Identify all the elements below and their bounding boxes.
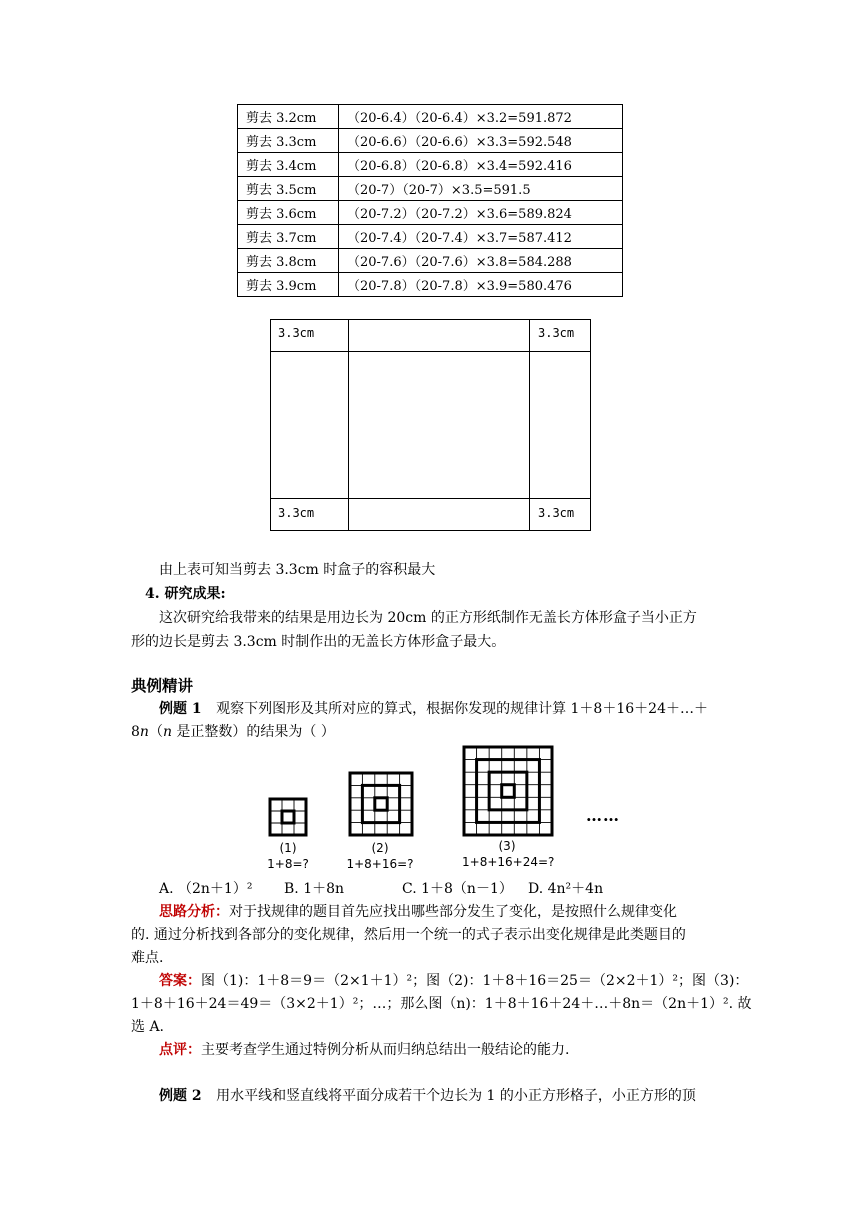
pattern-figures <box>260 744 660 844</box>
analysis-text-1: 对于找规律的题目首先应找出哪些部分发生了变化，是按照什么规律变化 <box>229 904 677 920</box>
volume-formula-cell: （20-7.6）（20-7.6）×3.8=584.288 <box>339 249 623 273</box>
corner-label-bottom-right: 3.3cm <box>538 506 575 520</box>
option-a: A. （2n＋1）² <box>159 881 253 897</box>
option-b: B. 1＋8n <box>284 881 345 897</box>
research-line-2: 形的边长是剪去 3.3cm 时制作出的无盖长方体形盒子最大。 <box>131 634 506 650</box>
calc-table <box>237 104 623 297</box>
calc-table-row <box>238 225 623 249</box>
example1-text-1: 观察下列图形及其所对应的算式，根据你发现的规律计算 1＋8＋16＋24＋…＋ <box>216 701 708 717</box>
example1-var-n1: n <box>139 724 149 740</box>
example1-var-n2: n <box>162 724 172 740</box>
volume-formula-cell: （20-7）（20-7）×3.5=591.5 <box>339 177 623 201</box>
analysis-line-3: 难点. <box>131 950 164 966</box>
example1-text-2a: 8 <box>131 724 140 740</box>
comment-label: 点评： <box>159 1042 201 1058</box>
conclusion-text: 由上表可知当剪去 3.3cm 时盒子的容积最大 <box>159 562 436 578</box>
calc-table-row <box>238 153 623 177</box>
cut-size-cell: 剪去 3.8cm <box>238 249 339 273</box>
volume-formula-cell: （20-6.6）（20-6.6）×3.3=592.548 <box>339 129 623 153</box>
example1-line-1 <box>159 699 708 719</box>
answer-label: 答案： <box>159 973 201 989</box>
volume-formula-cell: （20-7.2）（20-7.2）×3.6=589.824 <box>339 201 623 225</box>
corner-label-top-right: 3.3cm <box>538 326 575 340</box>
figure-2-formula: 1+8+16=? <box>346 857 414 871</box>
answer-line-2: 1＋8＋16＋24＝49＝（3×2＋1）²；…；那么图（n)：1＋8＋16＋24＋…＋8n＝（2n＋1）². 故 <box>131 996 752 1012</box>
box-net-lines <box>270 319 591 531</box>
answer-line-1 <box>159 971 748 991</box>
figure-1-grid <box>270 799 306 835</box>
figure-3-grid <box>464 747 552 835</box>
example1-line-2 <box>131 722 335 742</box>
research-heading: 4. 研究成果: <box>145 586 226 602</box>
calc-table-row <box>238 105 623 129</box>
volume-formula-cell: （20-6.8）（20-6.8）×3.4=592.416 <box>339 153 623 177</box>
figure-2-grid <box>350 773 412 835</box>
comment-text: 主要考查学生通过特例分析从而归纳总结出一般结论的能力. <box>201 1042 570 1058</box>
analysis-line-2: 的. 通过分析找到各部分的变化规律，然后用一个统一的式子表示出变化规律是此类题目的 <box>131 927 686 943</box>
example2-label: 例题 2 <box>159 1088 202 1104</box>
analysis-label: 思路分析： <box>159 904 229 920</box>
figure-2-number: (2) <box>371 841 389 855</box>
volume-formula-cell: （20-7.8）（20-7.8）×3.9=580.476 <box>339 273 623 297</box>
corner-label-top-left: 3.3cm <box>278 326 315 340</box>
cut-size-cell: 剪去 3.7cm <box>238 225 339 249</box>
cut-size-cell: 剪去 3.6cm <box>238 201 339 225</box>
example1-text-2c: 是正整数）的结果为（ ） <box>171 724 335 740</box>
cut-size-cell: 剪去 3.9cm <box>238 273 339 297</box>
example2-text-1: 用水平线和竖直线将平面分成若干个边长为 1 的小正方形格子，小正方形的顶 <box>216 1088 696 1104</box>
cut-size-cell: 剪去 3.3cm <box>238 129 339 153</box>
volume-formula-cell: （20-7.4）（20-7.4）×3.7=587.412 <box>339 225 623 249</box>
answer-line-3: 选 A. <box>131 1019 165 1035</box>
volume-formula-cell: （20-6.4）（20-6.4）×3.2=591.872 <box>339 105 623 129</box>
calc-table-row <box>238 129 623 153</box>
option-c: C. 1＋8（n－1） <box>402 881 513 897</box>
analysis-line-1 <box>159 902 677 922</box>
answer-text-1: 图（1)：1＋8＝9＝（2×1＋1）²；图（2)：1＋8＋16＝25＝（2×2＋1）²；图（3)： <box>201 973 749 989</box>
calc-table-row <box>238 249 623 273</box>
figure-ellipsis: …… <box>586 806 620 825</box>
cut-size-cell: 剪去 3.2cm <box>238 105 339 129</box>
example2-line-1 <box>159 1086 696 1106</box>
figure-1-number: (1) <box>279 841 297 855</box>
calc-table-row <box>238 177 623 201</box>
cut-size-cell: 剪去 3.4cm <box>238 153 339 177</box>
figure-3-formula: 1+8+16+24=? <box>462 855 555 869</box>
research-line-1: 这次研究给我带来的结果是用边长为 20cm 的正方形纸制作无盖长方体形盒子当小正方 <box>159 610 697 626</box>
corner-label-bottom-left: 3.3cm <box>278 506 315 520</box>
section-title: 典例精讲 <box>131 676 194 695</box>
calc-table-row <box>238 273 623 297</box>
box-net-diagram <box>270 319 591 531</box>
figure-3-number: (3) <box>498 839 516 853</box>
option-d: D. 4n²＋4n <box>528 881 604 897</box>
comment-line <box>159 1040 569 1060</box>
calc-table-row <box>238 201 623 225</box>
cut-size-cell: 剪去 3.5cm <box>238 177 339 201</box>
example1-label: 例题 1 <box>159 701 202 717</box>
figure-1-formula: 1+8=? <box>267 857 309 871</box>
example1-text-2b: （ <box>148 724 163 740</box>
